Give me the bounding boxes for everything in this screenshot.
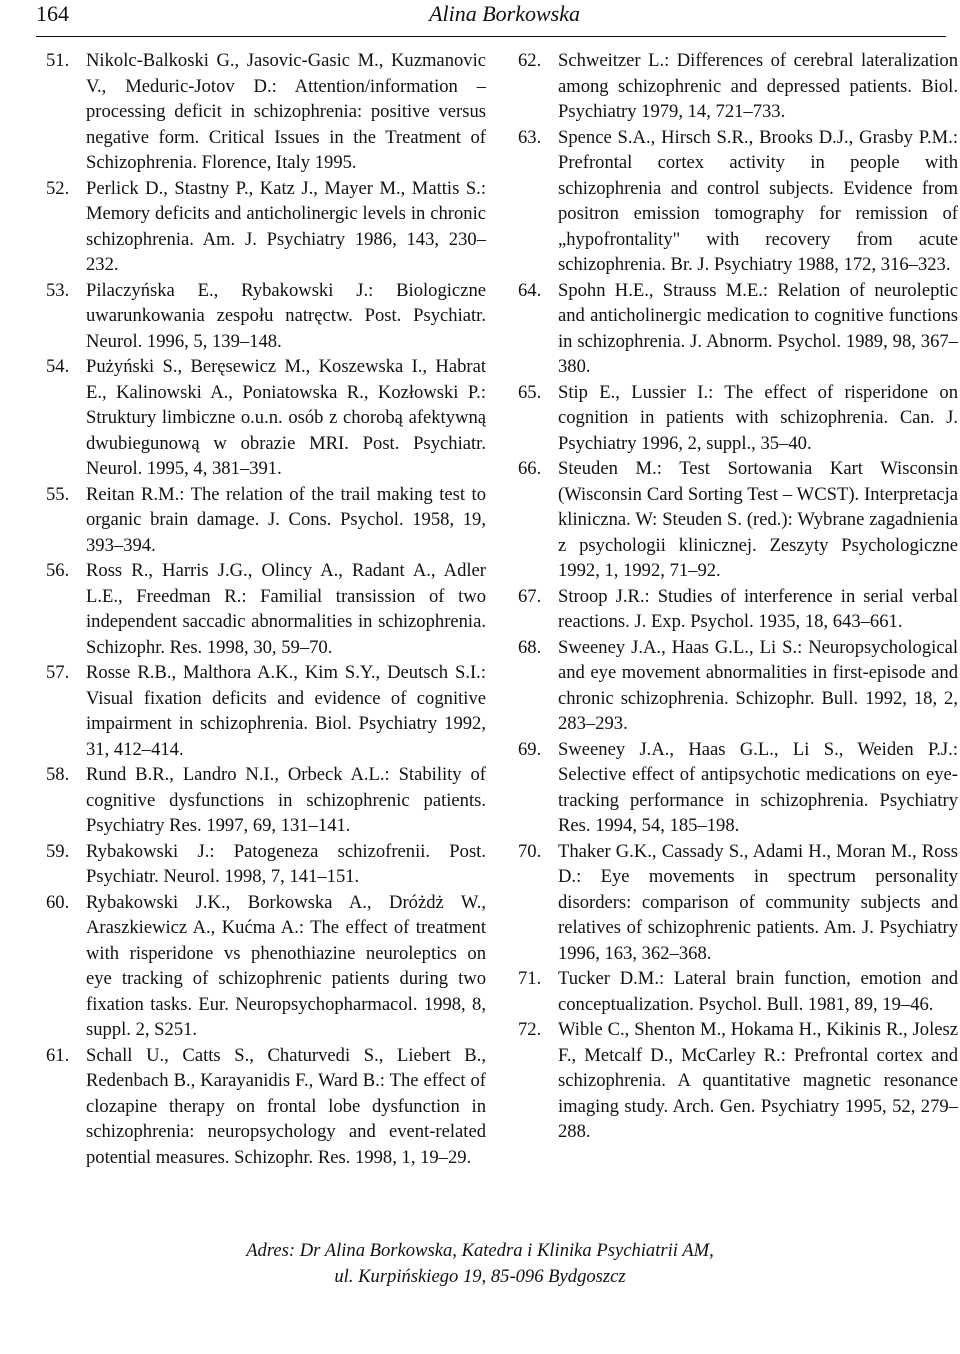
reference-text: Sweeney J.A., Haas G.L., Li S.: Neuropsychological and eye movement abnormalities in first-episode and chronic schizophrenia. Schizophr. Bull. 1992, 18, 2, 283–293. [558, 636, 958, 734]
running-head: Alina Borkowska [429, 1, 580, 26]
reference-number: 58. [46, 764, 70, 785]
reference-entry [46, 558, 486, 660]
reference-entry [46, 660, 486, 762]
reference-text: Rybakowski J.K., Borkowska A., Dróżdż W., Araszkiewicz A., Kućma A.: The effect of treatment with risperidone vs phenothiazine neuroleptics on eye tracking of schizophrenic patients during two fixation tasks. Eur. Neuropsychopharmacol. 1998, 8, suppl. 2, S251. [86, 891, 486, 1040]
reference-number: 72. [518, 1019, 542, 1040]
reference-text: Stip E., Lussier I.: The effect of risperidone on cognition in patients with schizophrenia. Can. J. Psychiatry 1996, 2, suppl., 35–40. [558, 381, 958, 454]
reference-entry [46, 482, 486, 559]
reference-number: 62. [518, 50, 542, 71]
reference-text: Rybakowski J.: Patogeneza schizofrenii. Post. Psychiatr. Neurol. 1998, 7, 141–151. [86, 840, 486, 887]
reference-text: Rund B.R., Landro N.I., Orbeck A.L.: Stability of cognitive dysfunctions in schizophrenic patients. Psychiatry Res. 1997, 69, 131–141. [86, 764, 486, 836]
author-address [0, 1238, 960, 1290]
reference-number: 66. [518, 458, 542, 479]
reference-text: Tucker D.M.: Lateral brain function, emotion and conceptualization. Psychol. Bull. 1981, 89, 19–46. [558, 968, 958, 1015]
reference-number: 63. [518, 126, 542, 148]
reference-number: 51. [46, 50, 70, 71]
page-number: 164 [36, 1, 69, 26]
reference-entry [518, 456, 958, 584]
reference-number: 70. [518, 840, 542, 862]
reference-text: Steuden M.: Test Sortowania Kart Wisconsin (Wisconsin Card Sorting Test – WCST). Interpretacja kliniczna. W: Steuden S. (red.): Wybrane zagadnienia z psychologii klinicznej. Zeszyty Psychologiczne 1992, 1, 1992, 71–92. [558, 458, 958, 581]
reference-entry [46, 762, 486, 839]
reference-text: Schweitzer L.: Differences of cerebral lateralization among schizophrenic and depressed patients. Biol. Psychiatry 1979, 14, 721–733. [558, 50, 958, 122]
reference-entry [46, 890, 486, 1043]
reference-entry [518, 635, 958, 737]
reference-number: 65. [518, 381, 542, 403]
reference-number: 54. [46, 356, 70, 377]
reference-number: 68. [518, 636, 542, 658]
reference-text: Nikolc-Balkoski G., Jasovic-Gasic M., Kuzmanovic V., Meduric-Jotov D.: Attention/information – processing deficit in schizophrenia: positive versus negative form. Critical Issues in the Treatment of Schizophrenia. Florence, Italy 1995. [86, 50, 486, 173]
reference-number: 55. [46, 483, 70, 505]
reference-entry [46, 354, 486, 482]
reference-number: 69. [518, 738, 542, 760]
reference-text: Rosse R.B., Malthora A.K., Kim S.Y., Deutsch S.I.: Visual fixation deficits and evidence of cognitive impairment in schizophrenia. Biol. Psychiatry 1992, 31, 412–414. [86, 662, 486, 760]
address-line-2: ul. Kurpińskiego 19, 85-096 Bydgoszcz [334, 1266, 626, 1287]
reference-entry [46, 278, 486, 355]
reference-number: 60. [46, 891, 70, 913]
reference-text: Spohn H.E., Strauss M.E.: Relation of neuroleptic and anticholinergic medication to cognitive functions in schizophrenia. J. Abnorm. Psychol. 1989, 98, 367–380. [558, 279, 958, 377]
reference-number: 64. [518, 279, 542, 301]
reference-entry [46, 176, 486, 278]
reference-number: 61. [46, 1044, 70, 1066]
reference-text: Thaker G.K., Cassady S., Adami H., Moran M., Ross D.: Eye movements in spectrum personality disorders: comparison of community subjects and relatives of schizophrenic patients. Am. J. Psychiatry 1996, 163, 362–368. [558, 840, 958, 964]
reference-entry [518, 278, 958, 380]
address-line-1: Adres: Dr Alina Borkowska, Katedra i Klinika Psychiatrii AM, [246, 1240, 714, 1261]
reference-number: 57. [46, 662, 70, 683]
reference-text: Spence S.A., Hirsch S.R., Brooks D.J., Grasby P.M.: Prefrontal cortex activity in people with schizophrenia and control subjects. Evidence from positron emission tomography for remission of „hypofrontality" with recovery from acute schizophrenia. Br. J. Psychiatry 1988, 172, 316–323. [558, 126, 958, 275]
reference-entry [46, 1043, 486, 1171]
reference-entry [518, 380, 958, 457]
reference-entry [518, 839, 958, 967]
reference-number: 52. [46, 177, 70, 199]
reference-text: Perlick D., Stastny P., Katz J., Mayer M., Mattis S.: Memory deficits and anticholinergic levels in chronic schizophrenia. Am. J. Psychiatry 1986, 143, 230–232. [86, 177, 486, 275]
reference-text: Sweeney J.A., Haas G.L., Li S., Weiden P.J.: Selective effect of antipsychotic medications on eye-tracking performance in schizophrenia. Psychiatry Res. 1994, 54, 185–198. [558, 738, 958, 836]
reference-number: 53. [46, 279, 70, 301]
reference-entry [518, 737, 958, 839]
reference-number: 71. [518, 968, 542, 989]
references-left-column [46, 48, 486, 1170]
reference-number: 56. [46, 560, 70, 581]
reference-entry [46, 839, 486, 890]
reference-entry [518, 48, 958, 125]
reference-entry [518, 584, 958, 635]
reference-text: Pużyński S., Beręsewicz M., Koszewska I., Habrat E., Kalinowski A., Poniatowska R., Kozłowski P.: Struktury limbiczne o.u.n. osób z chorobą afektywną dwubiegunową w obrazie MRI. Post. Psychiatr. Neurol. 1995, 4, 381–391. [86, 356, 486, 479]
reference-number: 67. [518, 585, 542, 607]
reference-text: Schall U., Catts S., Chaturvedi S., Liebert B., Redenbach B., Karayanidis F., Ward B.: The effect of clozapine therapy on frontal lobe dysfunction in schizophrenia: neuropsychology and event-related potential measures. Schizophr. Res. 1998, 1, 19–29. [86, 1044, 486, 1168]
reference-text: Stroop J.R.: Studies of interference in serial verbal reactions. J. Exp. Psychol. 1935, 18, 643–661. [558, 585, 958, 632]
reference-text: Ross R., Harris J.G., Olincy A., Radant A., Adler L.E., Freedman R.: Familial transission of two independent saccadic abnormalities in schizophrenia. Schizophr. Res. 1998, 30, 59–70. [86, 560, 486, 658]
reference-entry [46, 48, 486, 176]
reference-entry [518, 966, 958, 1017]
header-rule [36, 36, 946, 37]
reference-number: 59. [46, 840, 70, 862]
reference-entry [518, 125, 958, 278]
references-right-column [518, 48, 958, 1145]
reference-text: Pilaczyńska E., Rybakowski J.: Biologiczne uwarunkowania zespołu natręctw. Post. Psychiatr. Neurol. 1996, 5, 139–148. [86, 279, 486, 352]
reference-text: Reitan R.M.: The relation of the trail making test to organic brain damage. J. Cons. Psychol. 1958, 19, 393–394. [86, 483, 486, 556]
reference-text: Wible C., Shenton M., Hokama H., Kikinis R., Jolesz F., Metcalf D., McCarley R.: Prefrontal cortex and schizophrenia. A quantitative magnetic resonance imaging study. Arch. Gen. Psychiatry 1995, 52, 279–288. [558, 1019, 958, 1142]
reference-entry [518, 1017, 958, 1145]
